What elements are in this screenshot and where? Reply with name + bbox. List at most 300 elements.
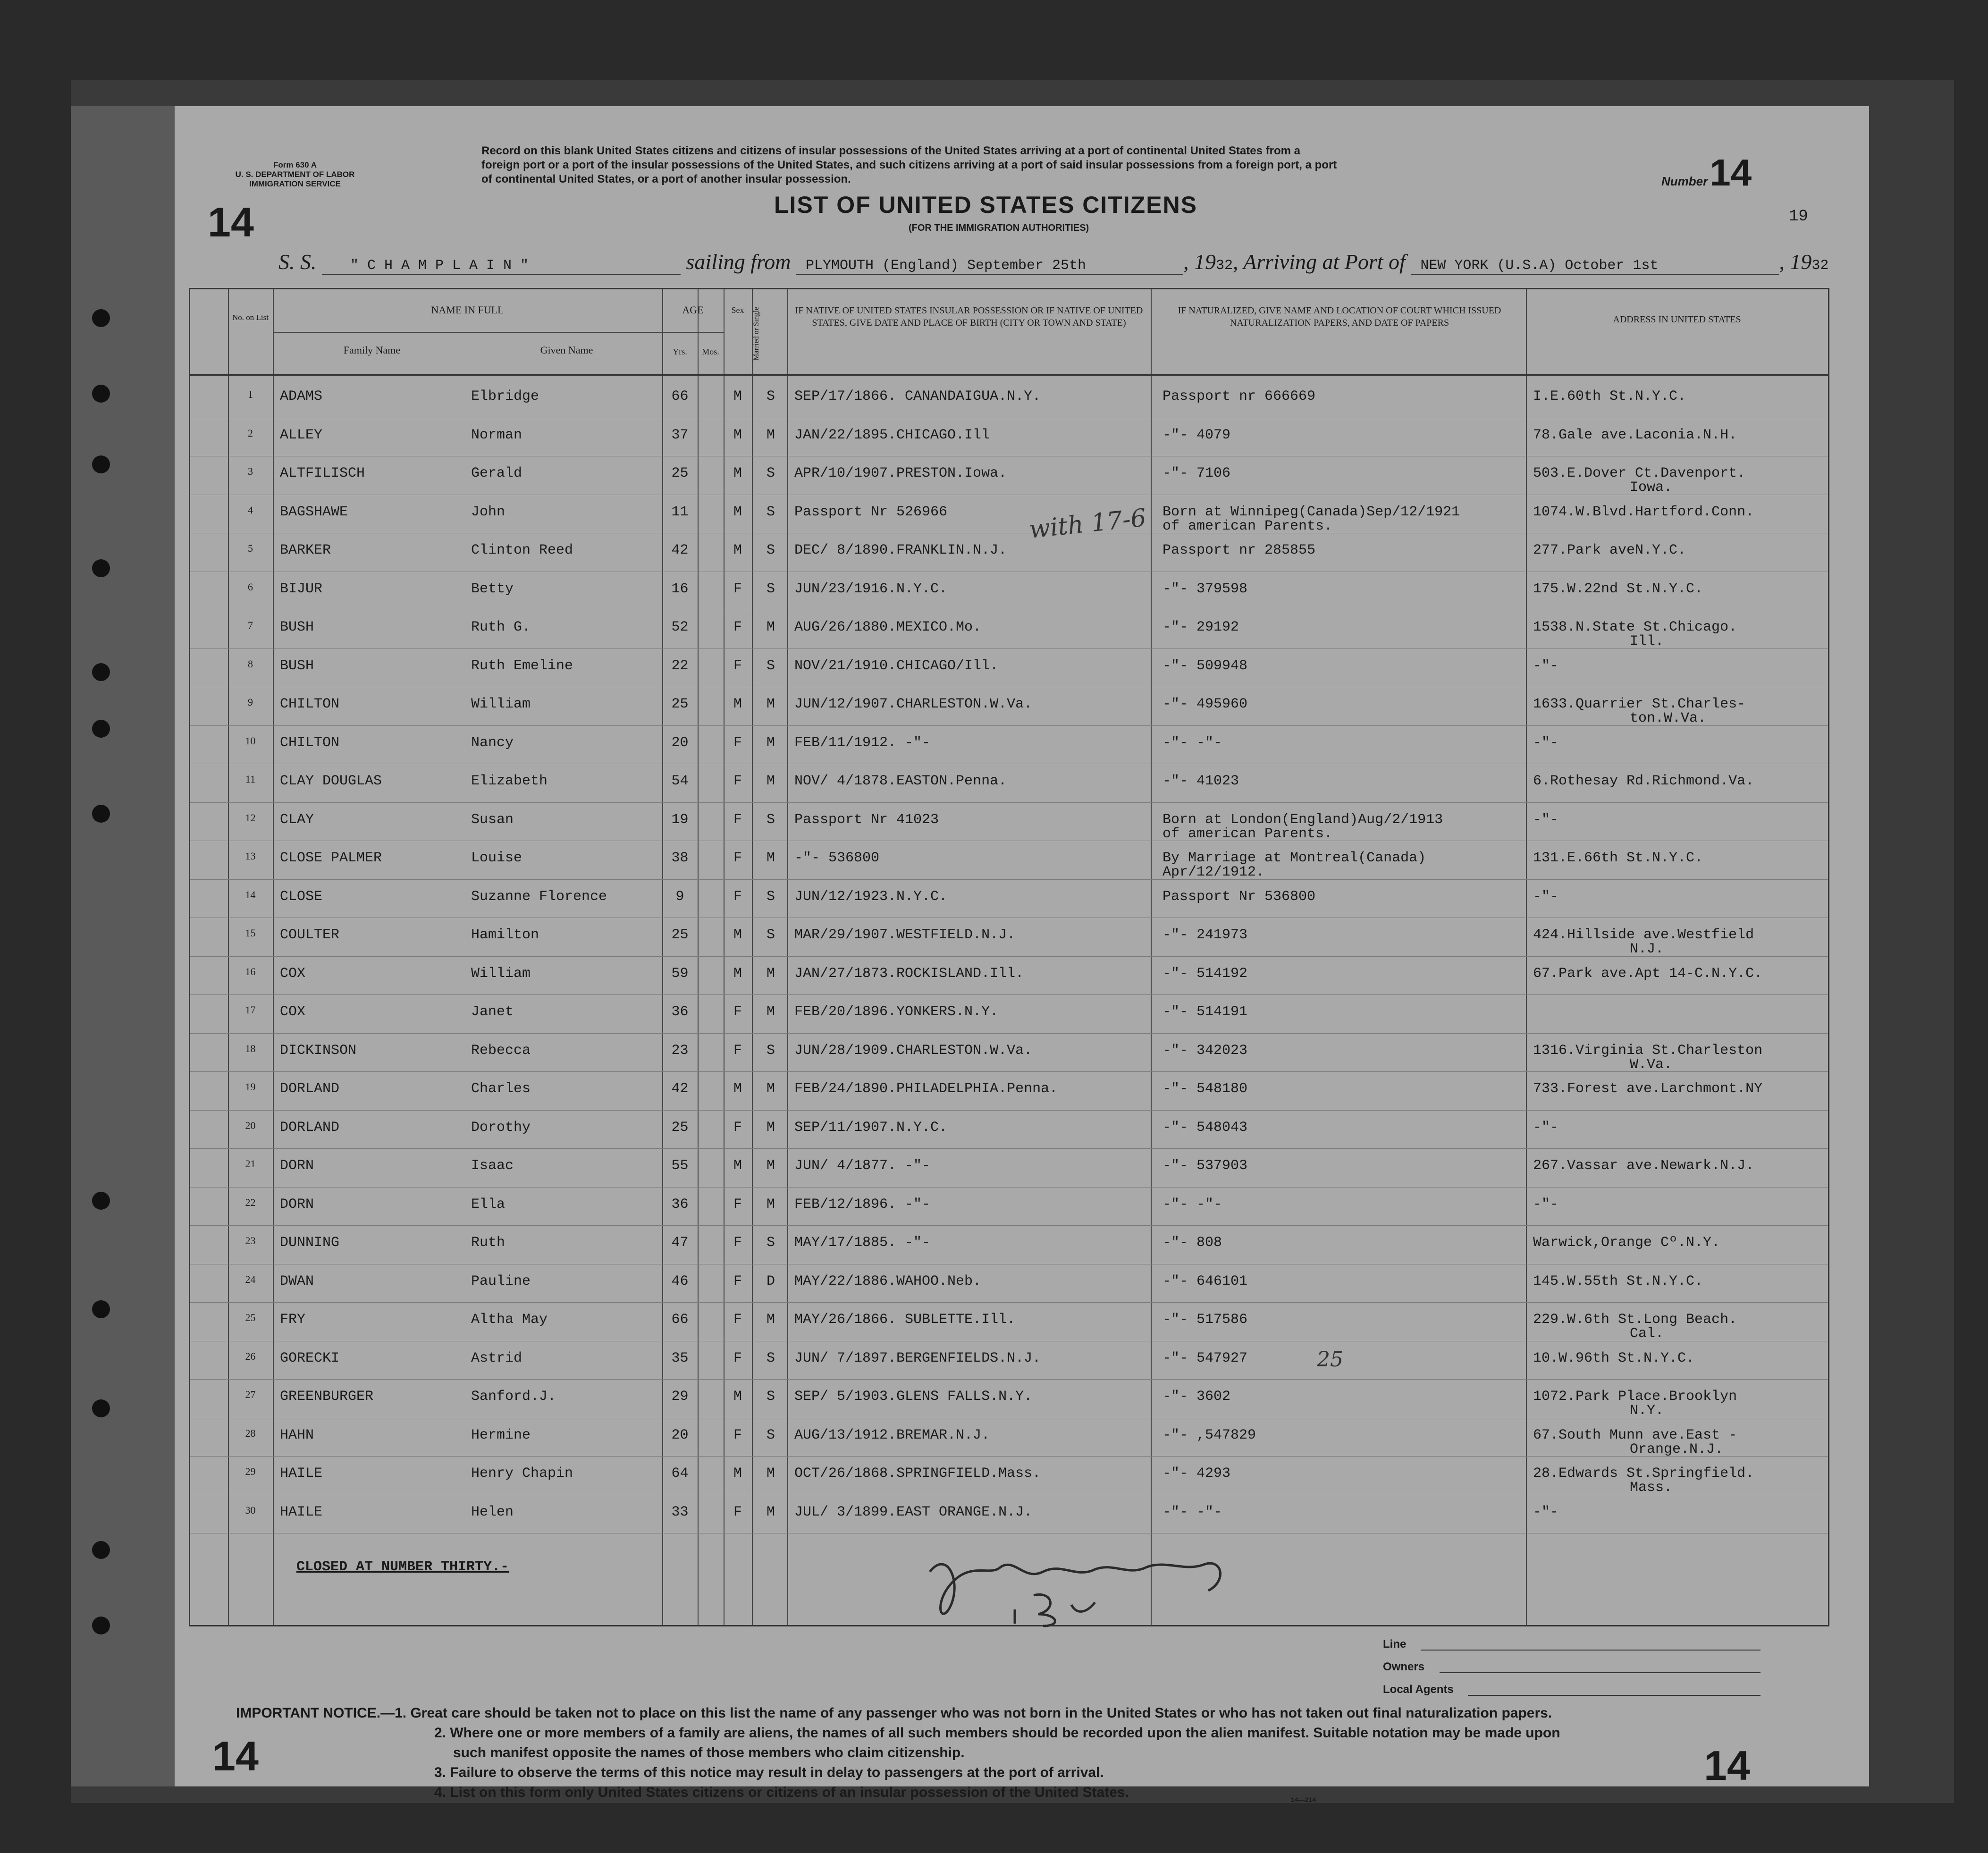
given-name: Suzanne Florence: [471, 888, 607, 905]
notice-line: 3. Failure to observe the terms of this notice may result in delay to passengers at the port of arrival.: [434, 1765, 1104, 1780]
family-name: DORLAND: [280, 1119, 340, 1136]
sex: M: [733, 927, 742, 943]
age-years: 46: [671, 1273, 689, 1289]
binding-hole: [92, 1192, 110, 1210]
naturalization-info: -"- 29192: [1162, 619, 1239, 635]
sex: F: [733, 811, 742, 828]
birth-info: JAN/27/1873.ROCKISLAND.Ill.: [794, 965, 1024, 982]
address-cont: Ill.: [1630, 633, 1664, 649]
family-name: CHILTON: [280, 696, 340, 712]
birth-info: SEP/ 5/1903.GLENS FALLS.N.Y.: [794, 1389, 1033, 1405]
col-given-name: Given Name: [540, 344, 593, 356]
birth-info: JUN/ 4/1877. -"-: [794, 1158, 931, 1174]
given-name: Dorothy: [471, 1119, 531, 1136]
row-divider: [190, 1302, 1828, 1303]
row-divider: [190, 1187, 1828, 1188]
address-cont: ton.W.Va.: [1630, 710, 1707, 726]
binding-hole: [92, 1300, 110, 1318]
left-binding-sheet: [71, 106, 175, 1786]
age-years: 20: [671, 734, 689, 751]
marital-status: S: [766, 1235, 775, 1251]
address: 145.W.55th St.N.Y.C.: [1533, 1273, 1703, 1289]
family-name: GORECKI: [280, 1350, 340, 1366]
address: 229.W.6th St.Long Beach.: [1533, 1312, 1737, 1328]
address: -"-: [1533, 1504, 1559, 1520]
naturalization-info: -"- 537903: [1162, 1158, 1248, 1174]
binding-hole: [92, 805, 110, 823]
given-name: Elizabeth: [471, 773, 548, 789]
family-name: HAHN: [280, 1427, 314, 1443]
binding-hole: [92, 559, 110, 577]
col-married-single: Married or Single: [752, 307, 760, 361]
naturalization-info: -"- 495960: [1162, 696, 1248, 712]
address: 67.Park ave.Apt 14-C.N.Y.C.: [1533, 965, 1763, 982]
sex: F: [733, 581, 742, 597]
binding-hole: [92, 309, 110, 327]
naturalization-info: Passport nr 285855: [1162, 542, 1316, 558]
family-name: BUSH: [280, 619, 314, 635]
naturalization-info: -"- 514192: [1162, 965, 1248, 982]
notice-line: 2. Where one or more members of a family are aliens, the names of all such members should be recorded upon the alien manifest. Suitable notation may be made upon: [434, 1725, 1560, 1741]
family-name: HAILE: [280, 1466, 323, 1482]
naturalization-info: -"- 41023: [1162, 773, 1239, 789]
address: 1316.Virginia St.Charleston: [1533, 1042, 1763, 1059]
given-name: Gerald: [471, 465, 522, 481]
form-service: IMMIGRATION SERVICE: [249, 179, 341, 188]
row-number: 17: [245, 1004, 256, 1016]
form-number: Form 630 A: [273, 160, 317, 169]
age-years: 59: [671, 965, 689, 982]
row-number: 28: [245, 1427, 256, 1439]
binding-hole: [92, 1541, 110, 1559]
marital-status: M: [766, 850, 775, 866]
birth-info: Passport Nr 526966: [794, 504, 948, 520]
naturalization-info: -"- 514191: [1162, 1004, 1248, 1020]
naturalization-info: -"- 808: [1162, 1235, 1222, 1251]
birth-info: SEP/11/1907.N.Y.C.: [794, 1119, 948, 1136]
naturalization-info: -"- 646101: [1162, 1273, 1248, 1289]
naturalization-info-cont: of american Parents.: [1162, 825, 1333, 842]
family-name: BUSH: [280, 657, 314, 674]
given-name: Hamilton: [471, 927, 539, 943]
row-number: 23: [245, 1235, 256, 1247]
birth-info: MAY/26/1866. SUBLETTE.Ill.: [794, 1312, 1016, 1328]
given-name: Ruth: [471, 1235, 505, 1251]
age-years: 16: [671, 581, 689, 597]
marital-status: S: [766, 542, 775, 558]
given-name: Clinton Reed: [471, 542, 573, 558]
side-number: 19: [1789, 208, 1808, 226]
row-number: 8: [248, 657, 253, 670]
sex: M: [733, 427, 742, 443]
given-name: William: [471, 696, 531, 712]
address-cont: N.Y.: [1630, 1403, 1664, 1419]
birth-info: JUN/23/1916.N.Y.C.: [794, 581, 948, 597]
naturalization-info: Passport nr 666669: [1162, 388, 1316, 404]
row-number: 25: [245, 1312, 256, 1323]
birth-info: FEB/12/1896. -"-: [794, 1196, 931, 1213]
birth-info: FEB/20/1896.YONKERS.N.Y.: [794, 1004, 999, 1020]
closed-note: CLOSED AT NUMBER THIRTY.-: [296, 1559, 509, 1575]
birth-info: DEC/ 8/1890.FRANKLIN.N.J.: [794, 542, 1007, 558]
row-divider: [190, 1033, 1828, 1034]
col-mos: Mos.: [702, 347, 719, 356]
row-number: 13: [245, 850, 256, 862]
address: Warwick,Orange Cº.N.Y.: [1533, 1235, 1720, 1251]
given-name: Isaac: [471, 1158, 514, 1174]
family-name: FRY: [280, 1312, 306, 1328]
birth-info: JUN/12/1923.N.Y.C.: [794, 888, 948, 905]
row-number: 3: [248, 465, 253, 477]
naturalization-info: -"- 548180: [1162, 1081, 1248, 1097]
naturalization-info-cont: of american Parents.: [1162, 518, 1333, 534]
sex: M: [733, 1158, 742, 1174]
address: 175.W.22nd St.N.Y.C.: [1533, 581, 1703, 597]
row-divider: [190, 994, 1828, 995]
naturalization-info: -"- 547927: [1162, 1350, 1248, 1366]
address: 131.E.66th St.N.Y.C.: [1533, 850, 1703, 866]
form-department: U. S. DEPARTMENT OF LABOR: [235, 170, 355, 179]
row-number: 9: [248, 696, 253, 708]
binding-hole: [92, 1617, 110, 1634]
row-number: 5: [248, 542, 253, 554]
row-number: 26: [245, 1350, 256, 1362]
record-instructions: [481, 144, 1576, 186]
family-name: HAILE: [280, 1504, 323, 1520]
family-name: DORN: [280, 1196, 314, 1213]
row-number: 27: [245, 1389, 256, 1400]
row-number: 30: [245, 1504, 256, 1516]
given-name: Sanford.J.: [471, 1389, 556, 1405]
address: 424.Hillside ave.Westfield: [1533, 927, 1754, 943]
row-divider: [190, 1456, 1828, 1457]
birth-info: NOV/ 4/1878.EASTON.Penna.: [794, 773, 1007, 789]
address: 267.Vassar ave.Newark.N.J.: [1533, 1158, 1754, 1174]
given-name: Ruth G.: [471, 619, 531, 635]
sex: F: [733, 888, 742, 905]
number-label: Number: [1661, 174, 1708, 188]
address-cont: W.Va.: [1630, 1056, 1673, 1073]
naturalization-info: -"- 7106: [1162, 465, 1231, 481]
age-years: 64: [671, 1466, 689, 1482]
given-name: Nancy: [471, 734, 514, 751]
family-name: CLAY: [280, 811, 314, 828]
age-years: 22: [671, 657, 689, 674]
number-value: 14: [1710, 152, 1752, 194]
marital-status: S: [766, 581, 775, 597]
family-name: DORN: [280, 1158, 314, 1174]
col-address: ADDRESS IN UNITED STATES: [1613, 314, 1741, 325]
family-name: CHILTON: [280, 734, 340, 751]
address: 67.South Munn ave.East -: [1533, 1427, 1737, 1443]
page-title: LIST OF UNITED STATES CITIZENS: [774, 192, 1198, 218]
row-number: 10: [245, 734, 256, 747]
family-name: ALLEY: [280, 427, 323, 443]
marital-status: M: [766, 1004, 775, 1020]
address-cont: Orange.N.J.: [1630, 1441, 1724, 1457]
passenger-table: [189, 288, 1829, 1626]
age-years: 47: [671, 1235, 689, 1251]
marital-status: M: [766, 427, 775, 443]
address: -"-: [1533, 811, 1559, 828]
year-label: , 19: [1183, 250, 1216, 274]
sex: F: [733, 1427, 742, 1443]
marital-status: S: [766, 504, 775, 520]
record-line: of continental United States, or a port of another insular possession.: [481, 173, 851, 185]
marital-status: S: [766, 1389, 775, 1405]
marital-status: M: [766, 1081, 775, 1097]
row-divider: [190, 725, 1828, 726]
family-name: DORLAND: [280, 1081, 340, 1097]
arriving-port: NEW YORK (U.S.A) October 1st: [1411, 258, 1779, 275]
col-family-name: Family Name: [343, 344, 401, 356]
sex: M: [733, 965, 742, 982]
given-name: Henry Chapin: [471, 1466, 573, 1482]
row-number: 14: [245, 888, 256, 901]
address: -"-: [1533, 1119, 1559, 1136]
birth-info: OCT/26/1868.SPRINGFIELD.Mass.: [794, 1466, 1041, 1482]
marital-status: S: [766, 1042, 775, 1059]
col-no-on-list: No. on List: [232, 313, 269, 322]
line-label: Line: [1383, 1638, 1407, 1651]
naturalization-info: Passport Nr 536800: [1162, 888, 1316, 905]
sex: F: [733, 657, 742, 674]
sex: M: [733, 388, 742, 404]
sex: F: [733, 1273, 742, 1289]
marital-status: S: [766, 927, 775, 943]
age-years: 54: [671, 773, 689, 789]
notice-title: IMPORTANT NOTICE.: [236, 1705, 381, 1721]
local-agents-label: Local Agents: [1383, 1683, 1454, 1696]
year-value-2: 32: [1811, 258, 1829, 274]
marital-status: M: [766, 1196, 775, 1213]
birth-info: FEB/24/1890.PHILADELPHIA.Penna.: [794, 1081, 1058, 1097]
page-number-top-left: 14: [208, 199, 254, 245]
sex: M: [733, 504, 742, 520]
record-line: Record on this blank United States citizens and citizens of insular possessions of the United States arriving at a port of continental United States from a: [481, 144, 1300, 157]
binding-hole: [92, 455, 110, 473]
row-number: 19: [245, 1081, 256, 1093]
family-name: DICKINSON: [280, 1042, 357, 1059]
ss-label: S. S.: [278, 250, 317, 274]
naturalization-info: -"- 241973: [1162, 927, 1248, 943]
given-name: Ella: [471, 1196, 505, 1213]
row-divider: [190, 1148, 1828, 1149]
age-years: 55: [671, 1158, 689, 1174]
row-number: 29: [245, 1466, 256, 1477]
row-number: 15: [245, 927, 256, 939]
birth-info: JUN/28/1909.CHARLESTON.W.Va.: [794, 1042, 1033, 1059]
given-name: Janet: [471, 1004, 514, 1020]
binding-hole: [92, 720, 110, 738]
naturalization-info: -"- 517586: [1162, 1312, 1248, 1328]
year-label: , 19: [1779, 250, 1812, 274]
age-years: 37: [671, 427, 689, 443]
sex: M: [733, 1389, 742, 1405]
age-years: 52: [671, 619, 689, 635]
naturalization-info: -"- 4293: [1162, 1466, 1231, 1482]
given-name: Betty: [471, 581, 514, 597]
binding-hole: [92, 1399, 110, 1417]
row-number: 4: [248, 504, 253, 516]
row-number: 11: [245, 773, 256, 785]
address: I.E.60th St.N.Y.C.: [1533, 388, 1686, 404]
notice-line: such manifest opposite the names of those members who claim citizenship.: [453, 1745, 965, 1760]
marital-status: M: [766, 1312, 775, 1328]
naturalization-info: -"- 509948: [1162, 657, 1248, 674]
given-name: Astrid: [471, 1350, 522, 1366]
age-years: 66: [671, 388, 689, 404]
address: -"-: [1533, 734, 1559, 751]
form-code: 14—214: [1291, 1796, 1316, 1803]
marital-status: M: [766, 965, 775, 982]
sex: F: [733, 1119, 742, 1136]
birth-info: JUN/ 7/1897.BERGENFIELDS.N.J.: [794, 1350, 1041, 1366]
row-divider: [190, 1379, 1828, 1380]
sex: F: [733, 1350, 742, 1366]
naturalization-info: -"- 4079: [1162, 427, 1231, 443]
birth-info: APR/10/1907.PRESTON.Iowa.: [794, 465, 1007, 481]
age-years: 29: [671, 1389, 689, 1405]
age-years: 19: [671, 811, 689, 828]
address: 1072.Park Place.Brooklyn: [1533, 1389, 1737, 1405]
given-name: Hermine: [471, 1427, 531, 1443]
naturalization-info: -"- -"-: [1162, 1504, 1222, 1520]
row-number: 12: [245, 811, 256, 824]
naturalization-info-cont: Apr/12/1912.: [1162, 864, 1265, 880]
record-line: foreign port or a port of the insular possessions of the United States, and such citizens arriving at a port of said insular possessions from a foreign port, a port: [481, 159, 1337, 171]
address: 6.Rothesay Rd.Richmond.Va.: [1533, 773, 1754, 789]
birth-info: NOV/21/1910.CHICAGO/Ill.: [794, 657, 999, 674]
given-name: Elbridge: [471, 388, 539, 404]
birth-info: MAR/29/1907.WESTFIELD.N.J.: [794, 927, 1016, 943]
age-years: 9: [675, 888, 684, 905]
row-number: 16: [245, 965, 256, 977]
naturalization-info: Born at Winnipeg(Canada)Sep/12/1921: [1162, 504, 1460, 520]
row-number: 2: [248, 427, 253, 439]
given-name: Susan: [471, 811, 514, 828]
sex: M: [733, 465, 742, 481]
marital-status: M: [766, 1504, 775, 1520]
row-number: 24: [245, 1273, 256, 1285]
family-name: COULTER: [280, 927, 340, 943]
given-name: Ruth Emeline: [471, 657, 573, 674]
col-age: AGE: [682, 304, 704, 316]
naturalization-info: -"- 379598: [1162, 581, 1248, 597]
family-name: BARKER: [280, 542, 331, 558]
marital-status: D: [766, 1273, 775, 1289]
birth-info: Passport Nr 41023: [794, 811, 939, 828]
address: -"-: [1533, 888, 1559, 905]
important-notice: [236, 1704, 1552, 1723]
age-years: 38: [671, 850, 689, 866]
age-years: 35: [671, 1350, 689, 1366]
row-number: 20: [245, 1119, 256, 1131]
age-years: 42: [671, 542, 689, 558]
col-naturalized: IF NATURALIZED, GIVE NAME AND LOCATION OF COURT WHICH ISSUED NATURALIZATION PAPERS, AND DATE OF PAPERS: [1178, 305, 1501, 328]
given-name: Altha May: [471, 1312, 548, 1328]
family-name: BAGSHAWE: [280, 504, 348, 520]
age-years: 25: [671, 465, 689, 481]
family-name: ALTFILISCH: [280, 465, 365, 481]
ship-name: " C H A M P L A I N ": [322, 258, 681, 275]
naturalization-info: -"- 342023: [1162, 1042, 1248, 1059]
given-name: John: [471, 504, 505, 520]
notice-line: 4. List on this form only United States citizens or citizens of an insular possession of the United States.: [434, 1785, 1129, 1800]
list-number: [1661, 151, 1752, 194]
family-name: DWAN: [280, 1273, 314, 1289]
family-name: BIJUR: [280, 581, 323, 597]
handwritten-note: with 17-6: [1028, 504, 1148, 544]
row-number: 21: [245, 1158, 256, 1170]
sex: F: [733, 1004, 742, 1020]
address: 28.Edwards St.Springfield.: [1533, 1466, 1754, 1482]
sex: F: [733, 773, 742, 789]
row-divider: [190, 1225, 1828, 1226]
arriving-label: , Arriving at Port of: [1232, 250, 1406, 274]
address: 1633.Quarrier St.Charles-: [1533, 696, 1746, 712]
age-years: 42: [671, 1081, 689, 1097]
family-name: COX: [280, 1004, 306, 1020]
given-name: Helen: [471, 1504, 514, 1520]
address: 78.Gale ave.Laconia.N.H.: [1533, 427, 1737, 443]
sailing-line: [278, 249, 1828, 275]
page-number-bottom-right: 14: [1704, 1742, 1750, 1789]
sailing-from: PLYMOUTH (England) September 25th: [796, 258, 1183, 275]
sailing-label: sailing from: [686, 250, 791, 274]
address: -"-: [1533, 657, 1559, 674]
given-name: Louise: [471, 850, 522, 866]
row-divider: [190, 1110, 1828, 1111]
birth-info: AUG/13/1912.BREMAR.N.J.: [794, 1427, 990, 1443]
sex: F: [733, 1312, 742, 1328]
address: 503.E.Dover Ct.Davenport.: [1533, 465, 1746, 481]
row-divider: [190, 956, 1828, 957]
birth-info: JUN/12/1907.CHARLESTON.W.Va.: [794, 696, 1033, 712]
marital-status: S: [766, 1350, 775, 1366]
row-number: 1: [248, 388, 253, 400]
col-birth: IF NATIVE OF UNITED STATES INSULAR POSSESSION OR IF NATIVE OF UNITED STATES, GIVE DATE AND PLACE OF BIRTH (CITY OR TOWN AND STATE): [795, 305, 1143, 328]
row-number: 18: [245, 1042, 256, 1054]
address-cont: Cal.: [1630, 1326, 1664, 1342]
row-number: 7: [248, 619, 253, 631]
family-name: GREENBURGER: [280, 1389, 374, 1405]
age-years: 33: [671, 1504, 689, 1520]
marital-status: M: [766, 696, 775, 712]
handwritten-number: 25: [1317, 1348, 1343, 1372]
row-number: 22: [245, 1196, 256, 1208]
address: -"-: [1533, 1196, 1559, 1213]
sex: F: [733, 734, 742, 751]
marital-status: M: [766, 1119, 775, 1136]
naturalization-info: By Marriage at Montreal(Canada): [1162, 850, 1426, 866]
marital-status: S: [766, 888, 775, 905]
address: 1538.N.State St.Chicago.: [1533, 619, 1737, 635]
age-years: 23: [671, 1042, 689, 1059]
birth-info: MAY/22/1886.WAHOO.Neb.: [794, 1273, 982, 1289]
family-name: ADAMS: [280, 388, 323, 404]
age-years: 36: [671, 1004, 689, 1020]
col-sex: Sex: [731, 305, 744, 315]
naturalization-info: -"- -"-: [1162, 1196, 1222, 1213]
given-name: Charles: [471, 1081, 531, 1097]
address: 1074.W.Blvd.Hartford.Conn.: [1533, 504, 1754, 520]
sex: F: [733, 850, 742, 866]
binding-hole: [92, 385, 110, 403]
marital-status: M: [766, 619, 775, 635]
year-value: 32: [1215, 258, 1233, 274]
given-name: Norman: [471, 427, 522, 443]
